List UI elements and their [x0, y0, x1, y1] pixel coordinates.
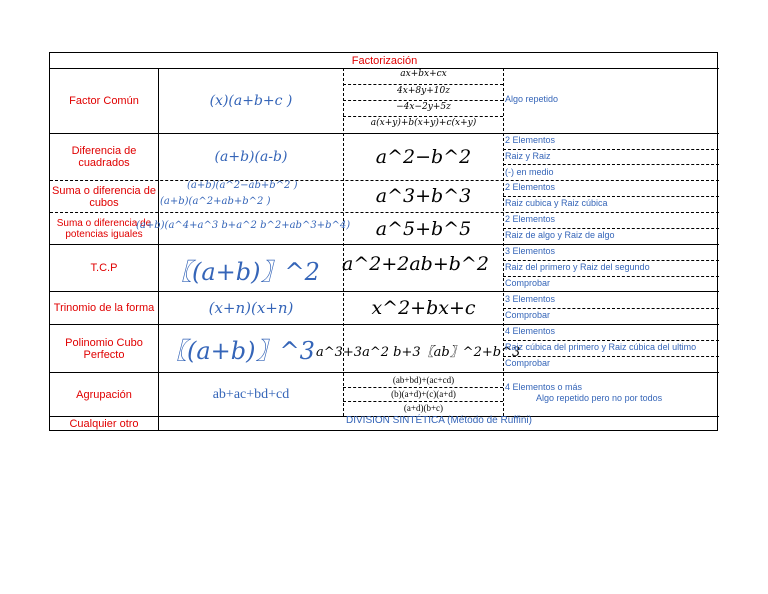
- row-name-agrupacion: Agrupación: [76, 388, 132, 401]
- result-trinomio: (x+n)(x+n): [208, 299, 294, 317]
- example-cubos: a^3+b^3: [375, 185, 472, 207]
- result-cubo-perfecto: 〖(a+b)〗^3: [163, 337, 315, 365]
- example-trinomio: x^2+bx+c: [371, 297, 476, 319]
- example-factor-comun-3: −4x−2y+5z: [396, 102, 451, 112]
- example-agrupacion-1: (ab+bd)+(ac+cd): [392, 375, 455, 385]
- note-potencias-1: 2 Elementos: [505, 214, 556, 224]
- example-factor-comun-4: a(x+y)+b(x+y)+c(x+y): [370, 118, 477, 128]
- example-cubo-perfecto: a^3+3a^2 b+3〖ab〗^2+b^3: [316, 345, 521, 360]
- result-factor-comun: (x)(a+b+c ): [209, 93, 293, 109]
- example-potencias: a^5+b^5: [375, 217, 472, 240]
- note-dc-1: 2 Elementos: [505, 135, 556, 145]
- row-name-trinomio: Trinomio de la forma: [53, 302, 155, 314]
- row-name-tcp: T.C.P: [90, 262, 118, 274]
- note-cubo-perfecto-3: Comprobar: [505, 358, 551, 368]
- note-trinomio-1: 3 Elementos: [505, 294, 556, 304]
- row-name-cubo-perfecto: Polinomio Cubo Perfecto: [65, 336, 143, 361]
- result-diferencia-cuadrados: (a+b)(a-b): [214, 149, 288, 165]
- row-name-cubos: Suma o diferencia de cubos: [52, 184, 156, 209]
- result-cubos-2: (a+b)(a^2+ab+b^2 ): [160, 196, 271, 207]
- example-agrupacion-2: (b)(a+d)+(c)(a+d): [391, 389, 456, 399]
- note-agrupacion-1: 4 Elementos o más: [505, 382, 583, 392]
- note-cubos-1: 2 Elementos: [505, 182, 556, 192]
- note-cubo-perfecto-2: Raiz cúbica del primero y Raiz cúbica del ultimo: [505, 342, 697, 352]
- result-tcp: 〖(a+b)〗^2: [168, 258, 320, 286]
- row-name-potencias: Suma o diferencia de potencias iguales: [56, 217, 152, 240]
- note-factor-comun: Algo repetido: [505, 94, 559, 104]
- row-name-diferencia-cuadrados: Diferencia de cuadrados: [71, 145, 137, 169]
- factorization-table: [49, 52, 718, 431]
- note-agrupacion-2: Algo repetido pero no por todos: [536, 393, 663, 403]
- row-name-factor-comun: Factor Común: [69, 95, 139, 107]
- note-tcp-3: Comprobar: [505, 278, 551, 288]
- result-potencias: (a+b)(a^4+a^3 b+a^2 b^2+ab^3+b^4): [136, 220, 351, 231]
- note-dc-2: Raiz y Raiz: [505, 151, 551, 161]
- example-factor-comun-2: 4x+8y+10z: [397, 86, 450, 96]
- example-diferencia-cuadrados: a^2−b^2: [375, 146, 472, 168]
- table-title: Factorización: [351, 54, 418, 67]
- note-cubo-perfecto-1: 4 Elementos: [505, 326, 556, 336]
- note-trinomio-2: Comprobar: [505, 310, 551, 320]
- example-tcp: a^2+2ab+b^2: [342, 253, 489, 275]
- example-factor-comun-1: ax+bx+cx: [400, 69, 447, 79]
- row-name-cualquier-otro: Cualquier otro: [69, 418, 139, 430]
- note-tcp-2: Raiz del primero y Raiz del segundo: [505, 262, 650, 272]
- result-cubos-1: (a+b)(a^2−ab+b^2 ): [187, 180, 298, 191]
- result-agrupacion: ab+ac+bd+cd: [212, 386, 290, 402]
- note-dc-3: (-) en medio: [505, 167, 554, 177]
- example-agrupacion-3: (a+d)(b+c): [403, 403, 444, 413]
- note-cubos-2: Raiz cubica y Raiz cúbica: [505, 198, 608, 208]
- note-tcp-1: 3 Elementos: [505, 246, 556, 256]
- result-cualquier-otro: DIVISION SINTÉTICA (Método de Ruffini): [346, 415, 532, 426]
- note-potencias-2: Raiz de algo y Raiz de algo: [505, 230, 615, 240]
